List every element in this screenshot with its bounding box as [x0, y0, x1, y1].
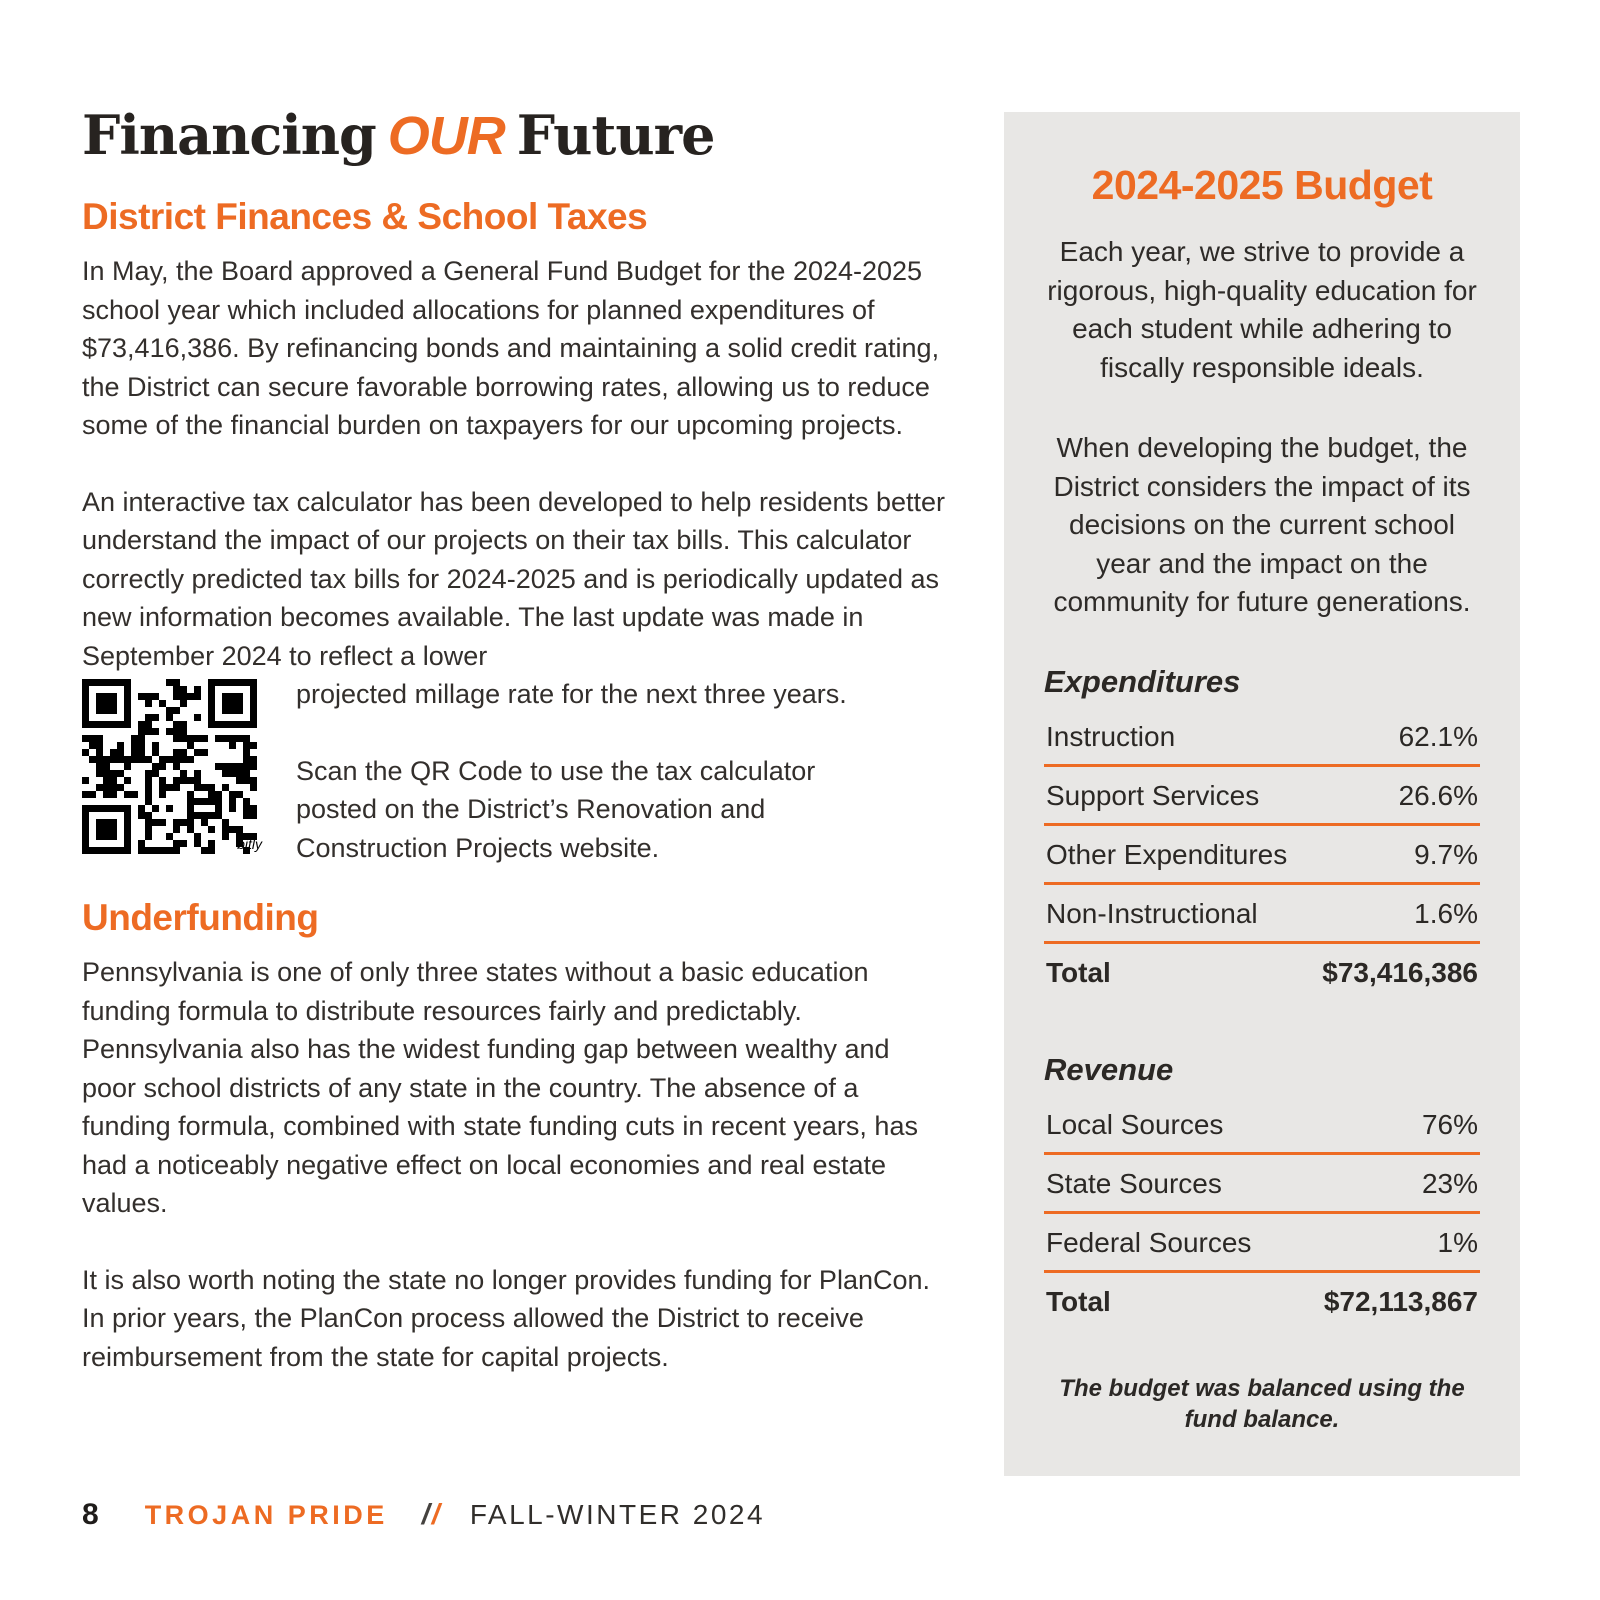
- table-row: [1044, 826, 1480, 885]
- table-row: [1044, 767, 1480, 826]
- row-label: Local Sources: [1046, 1108, 1224, 1140]
- total-value: $73,416,386: [1322, 956, 1478, 988]
- paragraph-underfunding: Pennsylvania is one of only three states without a basic education funding formula to distribute resources fairly and predictably. Pennsylvania also has the widest funding gap between wealthy and poor school districts of any state in the country. The absence of a funding formula, combined with state funding cuts in recent years, has had a noticeably negative effect on local economies and real estate values.: [82, 957, 918, 1219]
- paragraph-plancon: It is also worth noting the state no longer provides funding for PlanCon. In prior years, the PlanCon process allowed the District to receive reimbursement from the state for capital projects.: [82, 1264, 931, 1372]
- qr-text-column: [296, 675, 896, 867]
- budget-note: The budget was balanced using the fund balance.: [1059, 1374, 1465, 1433]
- expenditures-table: [1044, 664, 1480, 1000]
- total-label: Total: [1046, 956, 1111, 988]
- row-label: Non-Instructional: [1046, 897, 1258, 929]
- row-value: 26.6%: [1398, 779, 1478, 811]
- article-column: [82, 103, 950, 1414]
- qr-code-image: [82, 679, 257, 854]
- title-highlight: OUR: [387, 106, 505, 166]
- title-pre: Financing: [82, 103, 376, 167]
- row-value: 62.1%: [1398, 720, 1478, 752]
- table-row: [1044, 885, 1480, 944]
- section-heading-district-finances: District Finances & School Taxes: [82, 196, 648, 238]
- page-footer: [82, 1498, 765, 1532]
- paragraph-scan-instructions: Scan the QR Code to use the tax calculator posted on the District’s Renovation and Construction Projects website.: [296, 755, 816, 863]
- row-label: Federal Sources: [1046, 1226, 1252, 1258]
- total-value: $72,113,867: [1323, 1285, 1478, 1317]
- row-value: 23%: [1421, 1167, 1478, 1199]
- table-total-row: [1044, 1273, 1480, 1329]
- row-value: 9.7%: [1414, 838, 1478, 870]
- section-heading-underfunding: Underfunding: [82, 897, 319, 939]
- title-post: Future: [516, 103, 715, 167]
- table-row: [1044, 1214, 1480, 1273]
- issue-label: FALL-WINTER 2024: [469, 1499, 766, 1530]
- row-value: 76%: [1421, 1108, 1478, 1140]
- paragraph-tax-calculator: An interactive tax calculator has been developed to help residents better understand the impact of our projects on their tax bills. This calculator correctly predicted tax bills for 2024-2025 and is periodically updated as new information becomes available. The last update was made in September 2024 to reflect a lower: [82, 486, 946, 671]
- table-total-row: [1044, 944, 1480, 1000]
- budget-panel-title: 2024-2025 Budget: [1091, 162, 1433, 208]
- budget-intro-1: Each year, we strive to provide a rigorous, high-quality education for each student while adhering to fiscally responsible ideals.: [1047, 236, 1477, 383]
- row-value: 1.6%: [1414, 897, 1478, 929]
- page-title: [82, 103, 950, 167]
- row-label: Support Services: [1046, 779, 1260, 811]
- row-value: 1%: [1437, 1226, 1478, 1258]
- revenue-heading: Revenue: [1044, 1051, 1174, 1087]
- budget-intro-2: When developing the budget, the District considers the impact of its decisions on the current school year and the impact on the community for future generations.: [1053, 432, 1471, 617]
- budget-panel: [1004, 112, 1520, 1476]
- paragraph-budget-approval: In May, the Board approved a General Fund Budget for the 2024-2025 school year which included allocations for planned expenditures of $73,416,386. By refinancing bonds and maintaining a solid credit rating, the District can secure favorable borrowing rates, allowing us to reduce some of the financial burden on taxpayers for our upcoming projects.: [82, 256, 940, 441]
- table-row: [1044, 708, 1480, 767]
- qr-caption: bitly: [237, 836, 262, 853]
- revenue-table: [1044, 1052, 1480, 1329]
- row-label: Other Expenditures: [1046, 838, 1288, 870]
- page-number: 8: [82, 1498, 99, 1531]
- qr-section: [82, 675, 950, 867]
- total-label: Total: [1046, 1285, 1111, 1317]
- expenditures-heading: Expenditures: [1044, 663, 1241, 699]
- table-row: [1044, 1155, 1480, 1214]
- qr-code: [82, 679, 260, 854]
- paragraph-millage-wrap: projected millage rate for the next three years.: [296, 679, 847, 710]
- row-label: State Sources: [1046, 1167, 1222, 1199]
- row-label: Instruction: [1046, 720, 1176, 752]
- magazine-name: TROJAN PRIDE: [144, 1500, 388, 1530]
- table-row: [1044, 1096, 1480, 1155]
- footer-separator-icon: //: [421, 1499, 440, 1531]
